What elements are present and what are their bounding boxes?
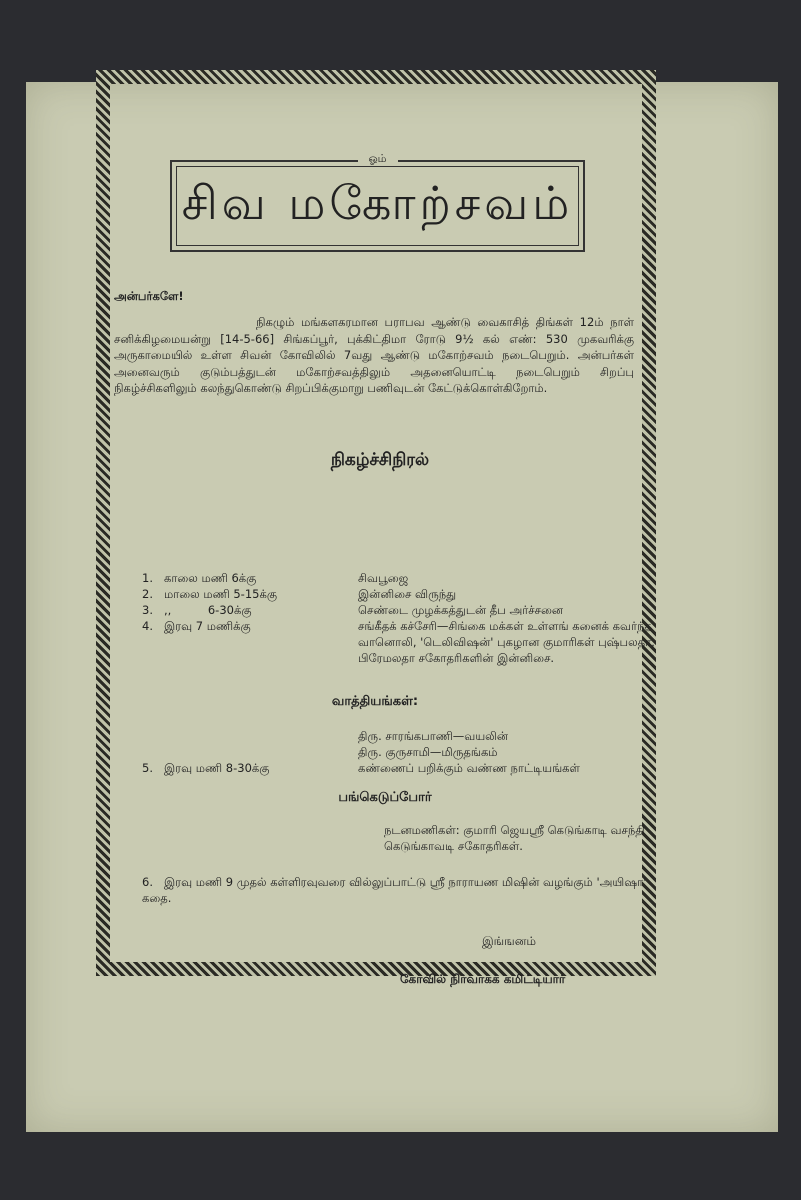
program-item-1: 1. காலை மணி 6க்கு (142, 571, 257, 585)
instruments-heading: வாத்தியங்கள்: (331, 694, 419, 709)
participants-heading: பங்கெடுப்போர் (338, 790, 432, 805)
program-item-4: 4. இரவு 7 மணிக்கு (142, 619, 251, 633)
program-item-1-event: சிவபூஜை (358, 571, 409, 585)
poster-title: சிவ மகோற்சவம் (181, 176, 574, 230)
title-box (170, 152, 585, 252)
program-item-2: 2. மாலை மணி 5-15க்கு (142, 587, 277, 601)
program-item-3: 3. ,, 6-30க்கு (142, 603, 252, 617)
signature: கோவில் நிர்வாகக் கமிட்டியார் (400, 972, 566, 986)
program-item-4-event: சங்கீதக் கச்சேரி—சிங்கை மக்கள் உள்ளங் கனைக் கவர்ந்த வானொலி, 'டெலிவிஷன்' புகழான குமாரிகள் புஷ்பலதா, பிரேமலதா சகோதரிகளின் இன்னிசை. (358, 619, 655, 665)
greeting: அன்பர்களே! (114, 289, 184, 303)
program-heading: நிகழ்ச்சிநிரல் (330, 450, 430, 470)
program-item-2-event: இன்னிசை விருந்து (358, 587, 457, 601)
closing: இங்ஙனம் (482, 934, 536, 948)
program-item-5: 5. இரவு மணி 8-30க்கு (142, 761, 270, 775)
program-item-3-event: செண்டை முழக்கத்துடன் தீப அர்ச்சனை (358, 603, 564, 617)
program-item-6: 6. இரவு மணி 9 முதல் கள்ளிரவுவரை வில்லுப்பாட்டு ஸ்ரீ நாராயண மிஷின் வழங்கும் 'அயிஷா' கதை. (142, 875, 647, 905)
invitation-paragraph: நிகழும் மங்களகரமான பராபவ ஆண்டு வைகாசித் திங்கள் 12ம் நாள் சனிக்கிழமையன்று [14-5-66] சிங்கப்பூர், புக்கிட்திமா ரோடு 9½ கல் எண்: 530 முகவரிக்கு அருகாமையில் உள்ள சிவன் கோவிலில் 7வது ஆண்டு மகோற்சவம் நடைபெறும். அன்பர்கள் அனைவரும் குடும்பத்துடன் மகோற்சவத்திலும் அதனையொட்டி நடைபெறும் சிறப்பு நிகழ்ச்சிகளிலும் கலந்துகொண்டு சிறப்பிக்குமாறு பணிவுடன் கேட்டுக்கொள்கிறோம். (114, 315, 634, 395)
program-item-5-event: கண்ணைப் பறிக்கும் வண்ண நாட்டியங்கள் (358, 761, 580, 775)
om-symbol: ஓம் (358, 152, 398, 167)
participants-text: நடனமணிகள்: குமாரி ஜெயஸ்ரீ கெடுங்காடி வசந்தி கெடுங்காவடி சகோதரிகள். (384, 823, 645, 853)
instrument-violin: திரு. சாரங்கபாணி—வயலின் (358, 729, 509, 743)
instrument-mridangam: திரு. குருசாமி—மிருதங்கம் (358, 745, 498, 759)
